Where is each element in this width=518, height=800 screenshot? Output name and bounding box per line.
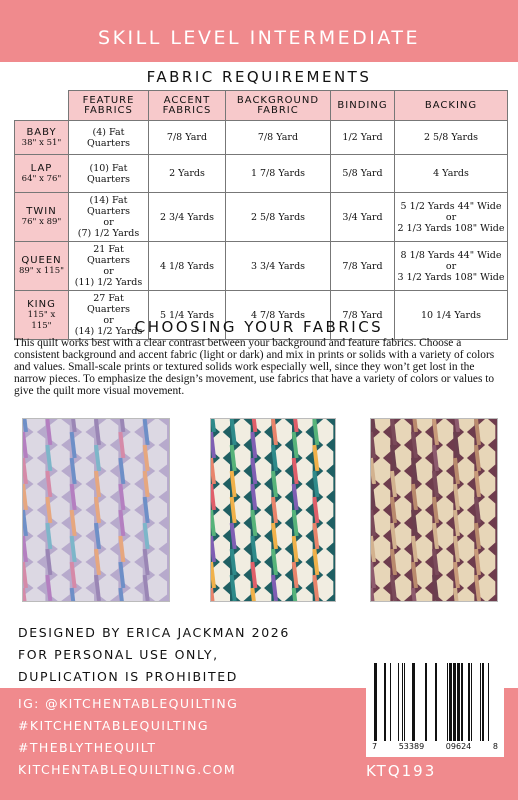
backing-cell — [395, 242, 508, 291]
hashtag-theblythequilt[interactable]: #THEBLYTHEQUILT — [18, 740, 157, 755]
quilt-image-pastel — [22, 418, 170, 602]
backing-cell — [395, 155, 508, 193]
header-binding: BINDING — [331, 91, 395, 121]
quilt-image-mauve — [370, 418, 498, 602]
top-banner — [0, 0, 518, 62]
feature-cell-line: (14) Fat Quarters — [87, 195, 130, 217]
feature-cell-line: or — [103, 315, 114, 326]
barcode-bar — [461, 663, 463, 741]
size-name: QUEEN — [21, 255, 62, 266]
size-dimensions: 115" x 115" — [27, 309, 56, 331]
backing-cell-line: or — [445, 211, 457, 223]
size-name: TWIN — [26, 206, 57, 217]
barcode-bar — [471, 663, 472, 741]
size-name: KING — [27, 298, 56, 310]
background-cell: 7/8 Yard — [226, 121, 331, 155]
barcode-bar — [453, 663, 456, 741]
feature-cell-line: (7) 1/2 Yards — [77, 228, 140, 239]
personal-use-line: FOR PERSONAL USE ONLY, — [18, 647, 219, 662]
barcode-digit-group: 8 — [492, 742, 498, 751]
size-name: BABY — [26, 126, 57, 138]
feature-cell-line: (10) Fat Quarters — [87, 162, 130, 185]
bottom-banner — [0, 688, 518, 800]
barcode-bar — [398, 663, 399, 741]
table-row — [15, 121, 508, 155]
quilt-svg — [23, 419, 169, 601]
barcode-bar — [447, 663, 448, 741]
feature-cell-line: or — [103, 266, 114, 277]
table-row — [15, 242, 508, 291]
accent-cell: 2 Yards — [149, 155, 226, 193]
choosing-fabrics-title: CHOOSING YOUR FABRICS — [134, 318, 384, 336]
quilt-svg — [211, 419, 335, 601]
barcode-bar — [390, 663, 391, 741]
accent-cell: 5 1/4 Yards — [149, 291, 226, 340]
barcode — [366, 658, 504, 757]
header-feature: FEATURE FABRICS — [69, 91, 149, 121]
hashtag-kitchentablequilting[interactable]: #KITCHENTABLEQUILTING — [18, 718, 209, 733]
size-dimensions: 38" x 51" — [21, 137, 62, 148]
barcode-bar — [482, 663, 484, 741]
feature-cell — [69, 193, 149, 242]
binding-cell: 7/8 Yard — [331, 291, 395, 340]
barcode-bars — [372, 663, 498, 741]
duplication-line: DUPLICATION IS PROHIBITED — [18, 669, 238, 684]
size-dimensions: 89" x 115" — [18, 266, 65, 276]
product-sku: KTQ193 — [366, 762, 437, 780]
size-name: LAP — [30, 162, 53, 174]
barcode-bar — [374, 663, 377, 741]
backing-cell — [395, 121, 508, 155]
binding-cell: 1/2 Yard — [331, 121, 395, 155]
feature-cell — [69, 155, 149, 193]
feature-cell-line: (11) 1/2 Yards — [74, 277, 143, 288]
barcode-bar — [449, 663, 452, 741]
feature-cell — [69, 242, 149, 291]
barcode-bar — [468, 663, 470, 741]
backing-cell-line: 2 5/8 Yards — [423, 132, 479, 143]
instagram-handle[interactable]: IG: @KITCHENTABLEQUILTING — [18, 696, 239, 711]
fabric-requirements-table — [14, 90, 508, 340]
background-cell: 3 3/4 Yards — [226, 242, 331, 291]
backing-cell-line: 3 1/2 Yards 108" Wide — [397, 271, 505, 283]
barcode-bar — [435, 663, 437, 741]
barcode-digits — [372, 742, 498, 751]
feature-cell-line: (14) 1/2 Yards — [74, 326, 143, 337]
table-header-row — [15, 91, 508, 121]
quilt-svg — [371, 419, 497, 601]
fabric-requirements-title: FABRIC REQUIREMENTS — [146, 68, 372, 86]
feature-cell-line: 21 Fat Quarters — [87, 244, 130, 266]
quilt-image-bright — [210, 418, 336, 602]
backing-cell-line: 8 1/8 Yards 44" Wide — [400, 249, 502, 261]
barcode-bar — [425, 663, 427, 741]
barcode-bar — [384, 663, 386, 741]
backing-cell-line: or — [445, 260, 457, 272]
size-dimensions: 64" x 76" — [21, 173, 62, 184]
background-cell: 2 5/8 Yards — [226, 193, 331, 242]
barcode-bar — [480, 663, 481, 741]
barcode-digit-group: 7 — [372, 742, 378, 751]
barcode-digit-group: 09624 — [445, 742, 472, 751]
backing-cell-line: 10 1/4 Yards — [420, 309, 482, 321]
accent-cell: 2 3/4 Yards — [149, 193, 226, 242]
header-accent: ACCENT FABRICS — [149, 91, 226, 121]
table-row — [15, 193, 508, 242]
table-row — [15, 155, 508, 193]
header-background: BACKGROUND FABRIC — [226, 91, 331, 121]
background-cell: 1 7/8 Yards — [226, 155, 331, 193]
barcode-bar — [488, 663, 489, 741]
choosing-fabrics-text: This quilt works best with a clear contrast between your background and feature fabrics. Choose a consistent background and accent fabric (light or dark) and mix in prints or solids with a variety of colors and values. Small-scale prints or textured solids work especially well, since they won’t get lost in the narrow pieces. To emphasize the design’s movement, use fabrics that have a variety of colors or values to give the quilt more visual movement. — [14, 337, 495, 397]
barcode-bar — [402, 663, 403, 741]
size-cell — [15, 155, 69, 193]
barcode-digit-group: 53389 — [398, 742, 425, 751]
size-cell — [15, 121, 69, 155]
binding-cell: 5/8 Yard — [331, 155, 395, 193]
feature-cell-line: (4) Fat Quarters — [87, 126, 130, 149]
size-cell — [15, 242, 69, 291]
backing-cell-line: 5 1/2 Yards 44" Wide — [400, 200, 502, 212]
backing-cell-line: 2 1/3 Yards 108" Wide — [397, 222, 505, 234]
accent-cell: 7/8 Yard — [149, 121, 226, 155]
feature-cell — [69, 121, 149, 155]
feature-cell-line: or — [103, 217, 114, 228]
skill-level: SKILL LEVEL INTERMEDIATE — [98, 27, 420, 49]
accent-cell: 4 1/8 Yards — [149, 242, 226, 291]
table-corner — [15, 91, 69, 121]
social-links — [18, 693, 338, 781]
feature-cell-line: 27 Fat Quarters — [87, 293, 130, 315]
backing-cell — [395, 193, 508, 242]
website-link[interactable]: KITCHENTABLEQUILTING.COM — [18, 762, 237, 777]
barcode-bar — [412, 663, 415, 741]
size-cell — [15, 193, 69, 242]
binding-cell: 7/8 Yard — [331, 242, 395, 291]
credit-block — [18, 622, 358, 688]
barcode-bar — [457, 663, 460, 741]
size-dimensions: 76" x 89" — [21, 217, 62, 227]
designer-credit: DESIGNED BY ERICA JACKMAN 2026 — [18, 625, 290, 640]
barcode-bar — [404, 663, 405, 741]
backing-cell-line: 4 Yards — [433, 168, 469, 179]
background-cell: 4 7/8 Yards — [226, 291, 331, 340]
binding-cell: 3/4 Yard — [331, 193, 395, 242]
header-backing: BACKING — [395, 91, 508, 121]
